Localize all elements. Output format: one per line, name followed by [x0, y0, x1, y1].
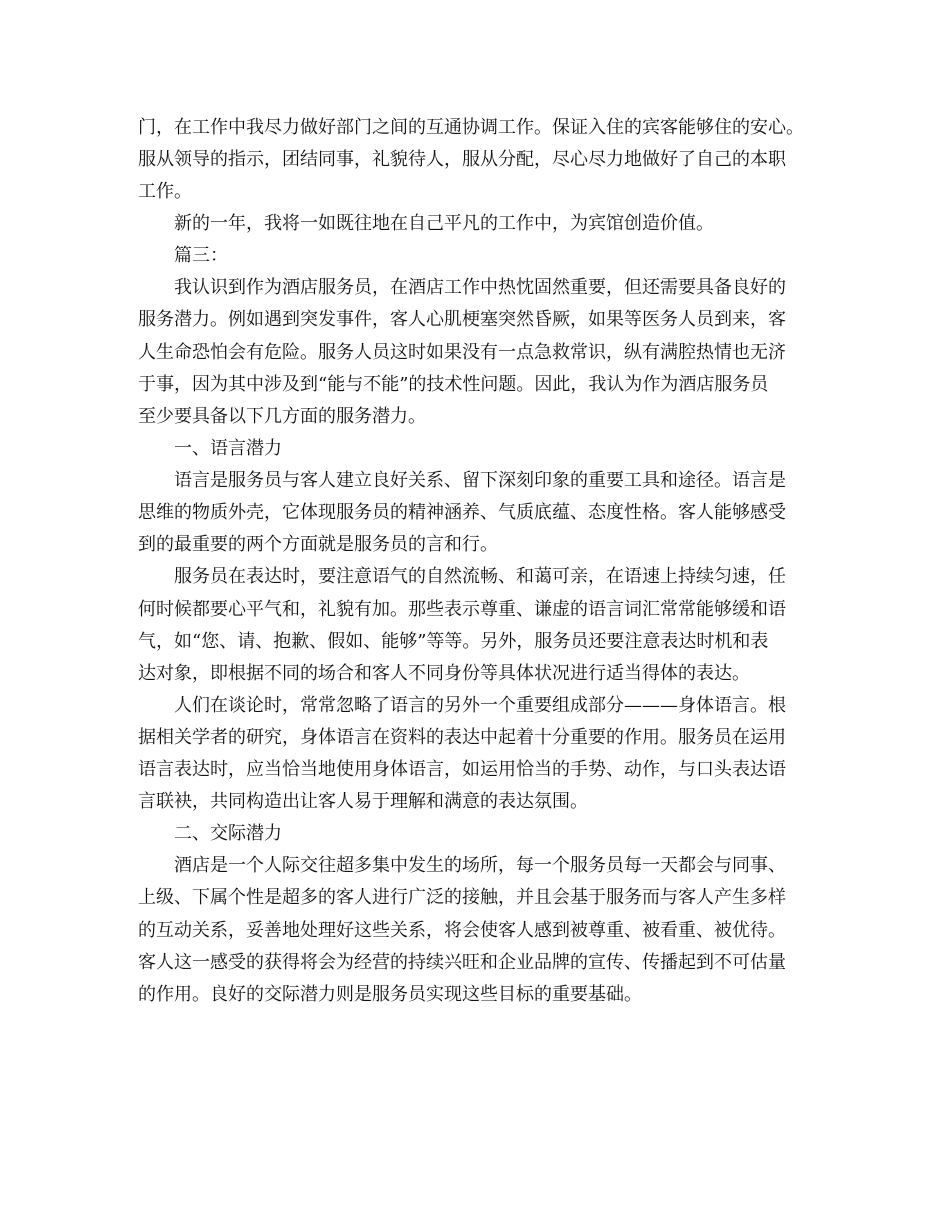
text-line: 人们在谈论时，常常忽略了语言的另外一个重要组成部分———身体语言。根	[174, 695, 786, 716]
text-line: 于事，因为其中涉及到“能与不能”的技术性问题。因此，我认为作为酒店服务员	[138, 374, 769, 395]
text-line: 工作。	[138, 181, 192, 202]
text-line: 何时候都要心平气和，礼貌有加。那些表示尊重、谦虚的语言词汇常常能够缓和语	[138, 599, 786, 620]
text-line: 气，如“您、请、抱歉、假如、能够”等等。另外，服务员还要注意表达时机和表	[138, 631, 769, 652]
text-line: 语言是服务员与客人建立良好关系、留下深刻印象的重要工具和途径。语言是	[174, 470, 786, 491]
text-line: 客人这一感受的获得将会为经营的持续兴旺和企业品牌的宣传、传播起到不可估量	[138, 952, 786, 973]
text-line: 上级、下属个性是超多的客人进行广泛的接触，并且会基于服务而与客人产生多样	[138, 887, 786, 908]
text-line: 人生命恐怕会有危险。服务人员这时如果没有一点急救常识，纵有满腔热情也无济	[138, 342, 786, 363]
text-line: 达对象，即根据不同的场合和客人不同身份等具体状况进行适当得体的表达。	[138, 663, 750, 684]
text-line: 酒店是一个人际交往超多集中发生的场所，每一个服务员每一天都会与同事、	[174, 855, 786, 876]
text-line: 言联袂，共同构造出让客人易于理解和满意的表达氛围。	[138, 791, 588, 812]
text-line: 服务员在表达时，要注意语气的自然流畅、和蔼可亲，在语速上持续匀速，任	[174, 566, 786, 587]
text-line: 服从领导的指示，团结同事，礼貌待人，服从分配，尽心尽力地做好了自己的本职	[138, 149, 786, 170]
text-line: 新的一年，我将一如既往地在自己平凡的工作中，为宾馆创造价值。	[174, 213, 714, 234]
text-line: 至少要具备以下几方面的服务潜力。	[138, 406, 426, 427]
section-heading: 一、语言潜力	[174, 438, 282, 459]
text-line: 的互动关系，妥善地处理好这些关系，将会使客人感到被尊重、被看重、被优待。	[138, 920, 786, 941]
text-line: 的作用。良好的交际潜力则是服务员实现这些目标的重要基础。	[138, 984, 642, 1005]
text-line: 语言表达时，应当恰当地使用身体语言，如运用恰当的手势、动作，与口头表达语	[138, 759, 786, 780]
text-line: 门，在工作中我尽力做好部门之间的互通协调工作。保证入住的宾客能够住的安心。	[138, 117, 804, 138]
text-line: 到的最重要的两个方面就是服务员的言和行。	[138, 534, 498, 555]
section-heading: 篇三：	[174, 245, 228, 266]
text-line: 思维的物质外壳，它体现服务员的精神涵养、气质底蕴、态度性格。客人能够感受	[138, 502, 786, 523]
text-line: 我认识到作为酒店服务员，在酒店工作中热忱固然重要，但还需要具备良好的	[174, 277, 786, 298]
section-heading: 二、交际潜力	[174, 823, 282, 844]
text-line: 服务潜力。例如遇到突发事件，客人心肌梗塞突然昏厥，如果等医务人员到来，客	[138, 309, 786, 330]
text-line: 据相关学者的研究，身体语言在资料的表达中起着十分重要的作用。服务员在运用	[138, 727, 786, 748]
